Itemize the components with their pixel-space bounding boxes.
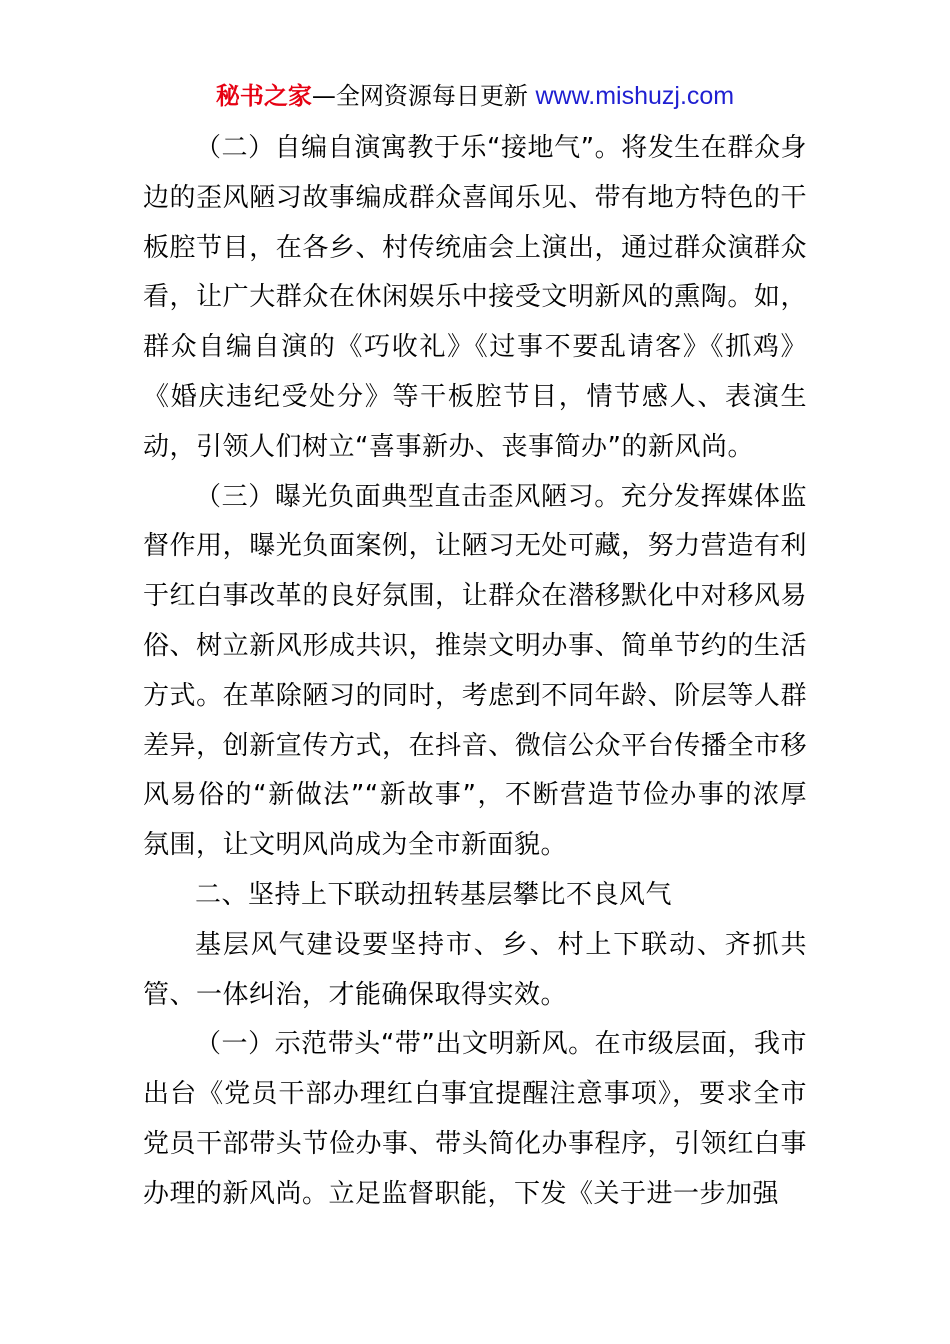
site-url-link[interactable]: www.mishuzj.com [535, 82, 735, 110]
paragraph-section-2-2: （二）自编自演寓教于乐“接地气”。将发生在群众身边的歪风陋习故事编成群众喜闻乐见、带有地方特色的干板腔节目，在各乡、村传统庙会上演出，通过群众演群众看，让广大群众在休闲娱乐中接受文明新风的熏陶。如，群众自编自演的《巧收礼》《过事不要乱请客》《抓鸡》《婚庆违纪受处分》等干板腔节目，情节感人、表演生动，引领人们树立“喜事新办、丧事简办”的新风尚。 [143, 133, 807, 462]
site-brand: 秘书之家 [215, 82, 312, 110]
site-header [0, 78, 950, 114]
paragraph-section-2-1: （一）示范带头“带”出文明新风。在市级层面，我市出台《党员干部办理红白事宜提醒注意事项》，要求全市党员干部带头节俭办事、带头简化办事程序，引领红白事办理的新风尚。立足监督职能，下发《关于进一步加强 [143, 1029, 807, 1209]
document-body [143, 124, 807, 1220]
paragraph-section-2-3: （三）曝光负面典型直击歪风陋习。充分发挥媒体监督作用，曝光负面案例，让陋习无处可藏，努力营造有利于红白事改革的良好氛围，让群众在潜移默化中对移风易俗、树立新风形成共识，推崇文明办事、简单节约的生活方式。在革除陋习的同时，考虑到不同年龄、阶层等人群差异，创新宣传方式，在抖音、微信公众平台传播全市移风易俗的“新做法”“新故事”，不断营造节俭办事的浓厚氛围，让文明风尚成为全市新面貌。 [143, 481, 807, 861]
paragraph-section-2-intro: 基层风气建设要坚持市、乡、村上下联动、齐抓共管、一体纠治，才能确保取得实效。 [143, 929, 807, 1010]
section-heading-2: 二、坚持上下联动扭转基层攀比不良风气 [195, 879, 673, 910]
site-tagline: —全网资源每日更新 [311, 82, 528, 110]
